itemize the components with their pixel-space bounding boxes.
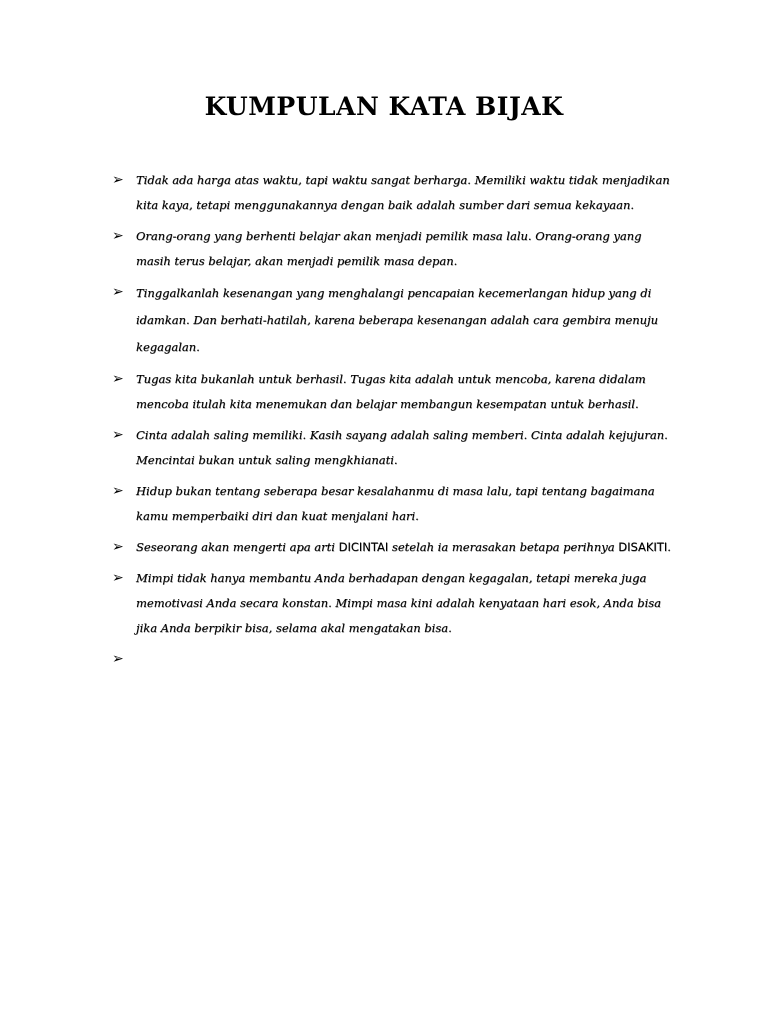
quote-item xyxy=(112,566,672,641)
emphasis-word-dicintai: DICINTAI xyxy=(338,540,389,554)
arrow-bullet-icon: ➢ xyxy=(112,228,124,244)
arrow-bullet-icon: ➢ xyxy=(112,427,124,443)
quote-item xyxy=(112,423,672,473)
arrow-bullet-icon: ➢ xyxy=(112,539,124,555)
quote-text: Cinta adalah saling memiliki. Kasih sayang adalah saling memberi. Cinta adalah kejujuran. Mencintai bukan untuk saling mengkhianati. xyxy=(136,428,668,467)
quote-item xyxy=(112,168,672,218)
quote-item xyxy=(112,367,672,417)
quote-text: Hidup bukan tentang seberapa besar kesalahanmu di masa lalu, tapi tentang bagaimana kamu memperbaiki diri dan kuat menjalani hari. xyxy=(136,484,655,523)
arrow-bullet-icon: ➢ xyxy=(112,284,124,300)
arrow-bullet-icon: ➢ xyxy=(112,483,124,499)
quote-text xyxy=(136,535,672,560)
quote-text: Tugas kita bukanlah untuk berhasil. Tugas kita adalah untuk mencoba, karena didalam mencoba itulah kita menemukan dan belajar membangun kesempatan untuk berhasil. xyxy=(136,372,646,411)
quote-item xyxy=(112,280,672,361)
quote-item xyxy=(112,479,672,529)
arrow-bullet-icon: ➢ xyxy=(112,651,124,667)
quote-text-before: Seseorang akan mengerti apa arti xyxy=(136,540,339,554)
quote-text: Tidak ada harga atas waktu, tapi waktu sangat berharga. Memiliki waktu tidak menjadikan kita kaya, tetapi menggunakannya dengan baik adalah sumber dari semua kekayaan. xyxy=(136,173,670,212)
quote-text: Mimpi tidak hanya membantu Anda berhadapan dengan kegagalan, tetapi mereka juga memotivasi Anda secara konstan. Mimpi masa kini adalah kenyataan hari esok, Anda bisa jika Anda berpikir bisa, selama akal mengatakan bisa. xyxy=(136,571,662,635)
document-title: KUMPULAN KATA BIJAK xyxy=(204,92,564,121)
arrow-bullet-icon: ➢ xyxy=(112,570,124,586)
arrow-bullet-icon: ➢ xyxy=(112,371,124,387)
quote-item xyxy=(112,535,672,560)
quote-text-middle: setelah ia merasakan betapa perihnya xyxy=(388,540,619,554)
quote-text: Tinggalkanlah kesenangan yang menghalangi pencapaian kecemerlangan hidup yang di idamkan. Dan berhati-hatilah, karena beberapa kesenangan adalah cara gembira menuju kegagalan. xyxy=(136,286,659,354)
quote-item xyxy=(112,224,672,274)
quote-text: Orang-orang yang berhenti belajar akan menjadi pemilik masa lalu. Orang-orang yang masih terus belajar, akan menjadi pemilik masa depan. xyxy=(136,229,642,268)
emphasis-word-disakiti: DISAKITI xyxy=(618,540,668,554)
empty-quote-item xyxy=(112,647,672,672)
arrow-bullet-icon: ➢ xyxy=(112,172,124,188)
quote-list xyxy=(112,168,672,678)
quote-text-after: . xyxy=(667,540,671,554)
